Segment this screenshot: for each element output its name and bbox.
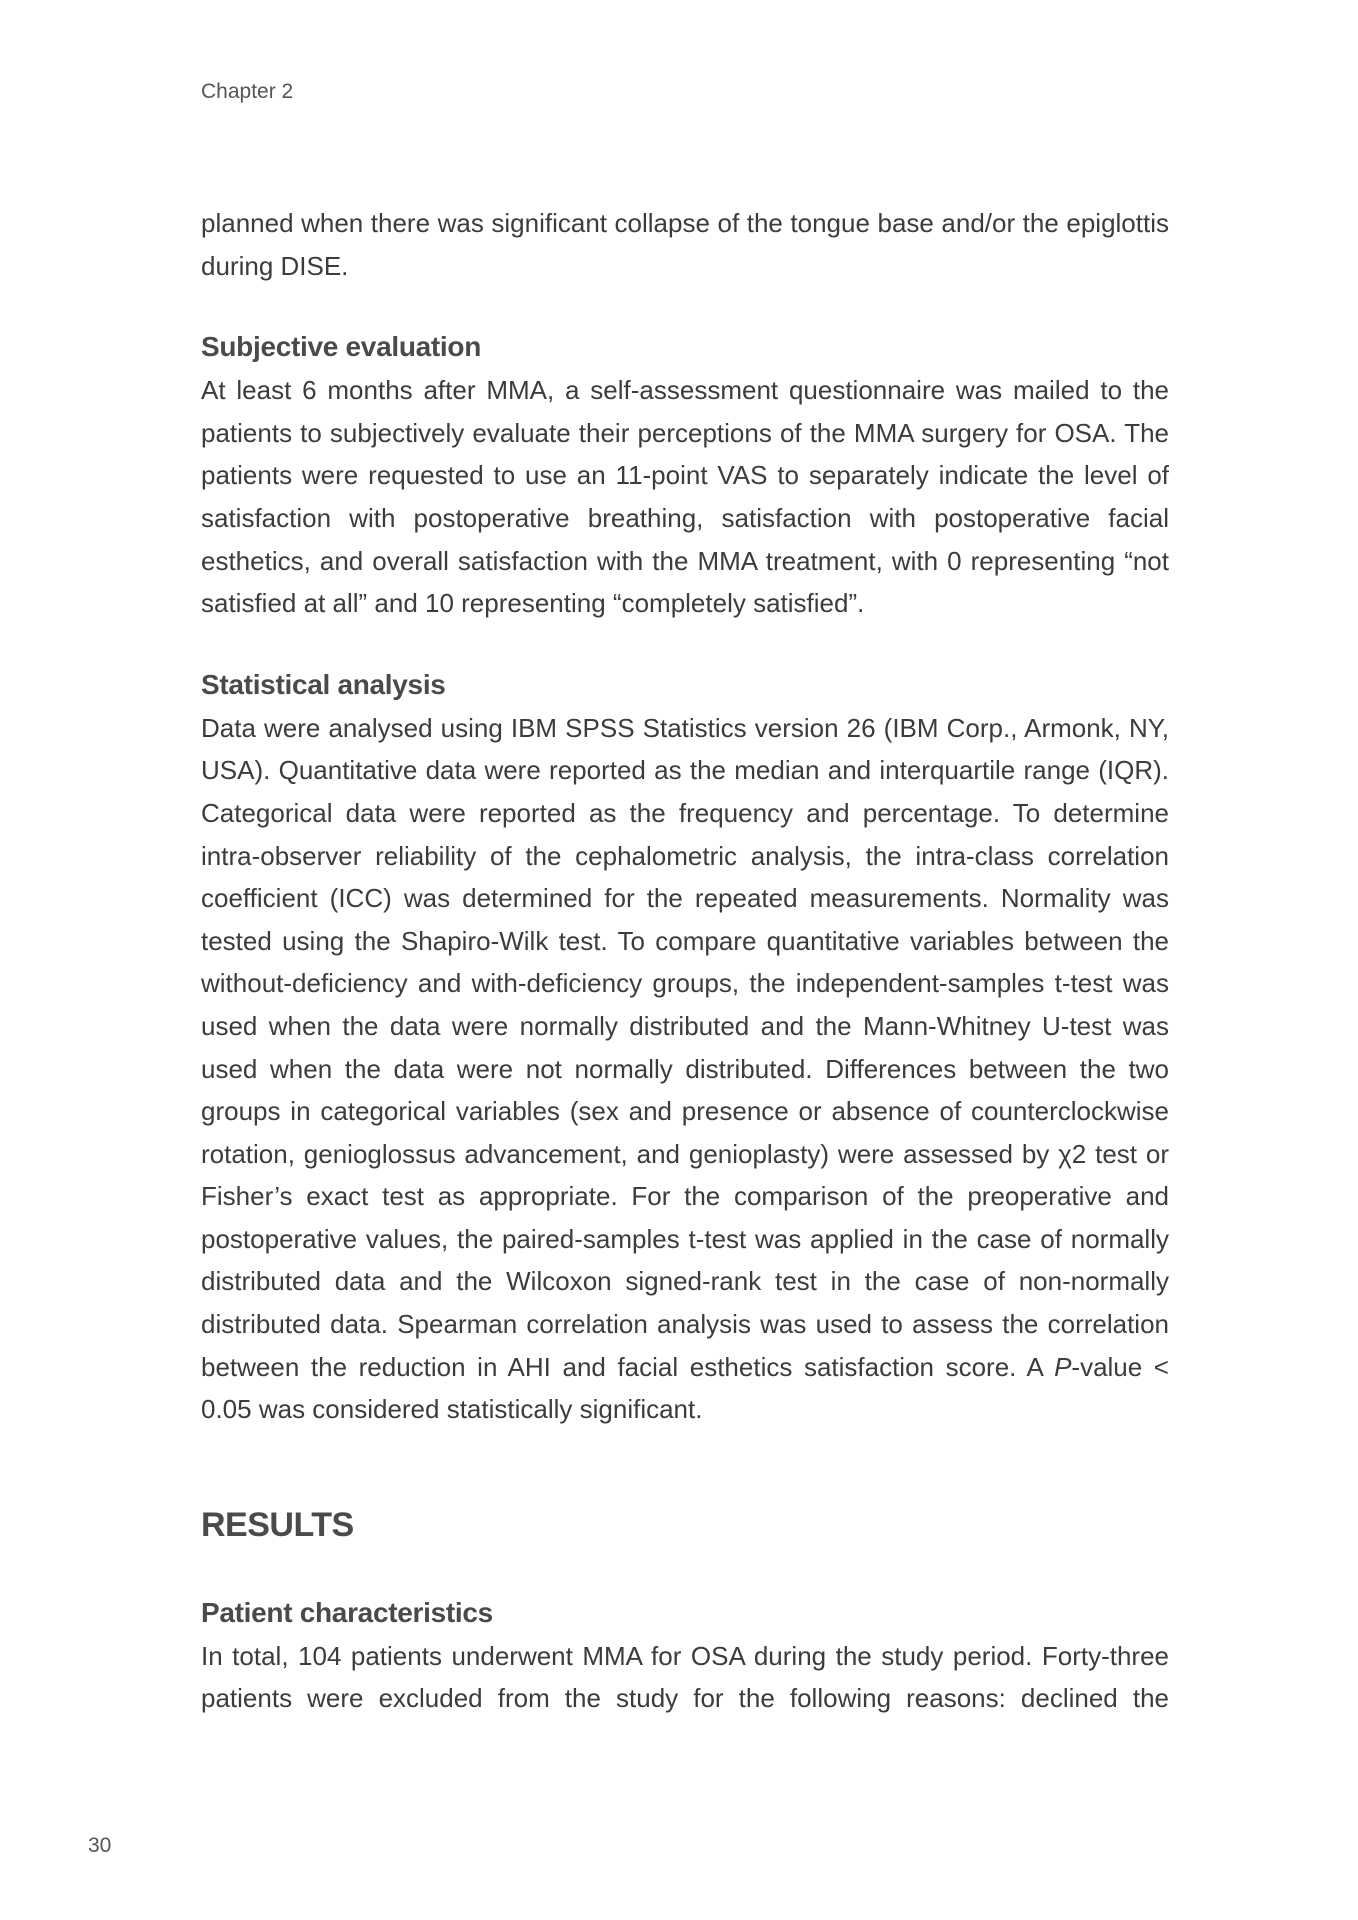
results-heading: RESULTS	[201, 1505, 354, 1544]
statistical-analysis-heading: Statistical analysis	[201, 668, 446, 700]
statistical-analysis-text-a: Data were analysed using IBM SPSS Statistics version 26 (IBM Corp., Armonk, NY, USA). Quantitative data were reported as the median and interquartile range (IQR). Categorical data were reported as the frequency and percentage. To determine intra-observer reliability of the cephalometric analysis, the intra-class correlation coefficient (ICC) was determined for the repeated measurements. Normality was tested using the Shapiro-Wilk test. To compare quantitative variables between the without-deficiency and with-deficiency groups, the independent-samples t-test was used when the data were normally distributed and the Mann-Whitney U-test was used when the data were not normally distributed. Differences between the two groups in categorical variables (sex and presence or absence of counterclockwise rotation, genioglossus advancement, and genioplasty) were assessed by χ2 test or Fisher’s exact test as appropriate. For the comparison of the preoperative and postoperative values, the paired-samples t-test was applied in the case of normally distributed data and the Wilcoxon signed-rank test in the case of non-normally distributed data. Spearman correlation analysis was used to assess the correlation between the reduction in AHI and facial esthetics satisfaction score. A	[201, 712, 1169, 1382]
running-head: Chapter 2	[201, 80, 294, 103]
patient-characteristics-paragraph: In total, 104 patients underwent MMA for OSA during the study period. Forty-three patients were excluded from the study for the following reasons: declined the	[201, 1640, 1169, 1714]
page-number: 30	[88, 1834, 112, 1857]
subjective-evaluation-paragraph: At least 6 months after MMA, a self-assessment questionnaire was mailed to the patients to subjectively evaluate their perceptions of the MMA surgery for OSA. The patients were requested to use an 11-point VAS to separately indicate the level of satisfaction with postoperative breathing, satisfaction with postoperative facial esthetics, and overall satisfaction with the MMA treatment, with 0 representing “not satisfied at all” and 10 representing “completely satisfied”.	[201, 375, 1169, 619]
p-value-italic: P	[1054, 1351, 1072, 1382]
patient-characteristics-heading: Patient characteristics	[201, 1596, 493, 1628]
statistical-analysis-text-b: -value < 0.05 was considered statistically significant.	[201, 1351, 1169, 1425]
statistical-analysis-paragraph	[201, 707, 1169, 1431]
intro-paragraph: planned when there was significant collapse of the tongue base and/or the epiglottis during DISE.	[201, 208, 1169, 281]
page-body	[201, 202, 1169, 1720]
subjective-evaluation-heading: Subjective evaluation	[201, 331, 482, 363]
